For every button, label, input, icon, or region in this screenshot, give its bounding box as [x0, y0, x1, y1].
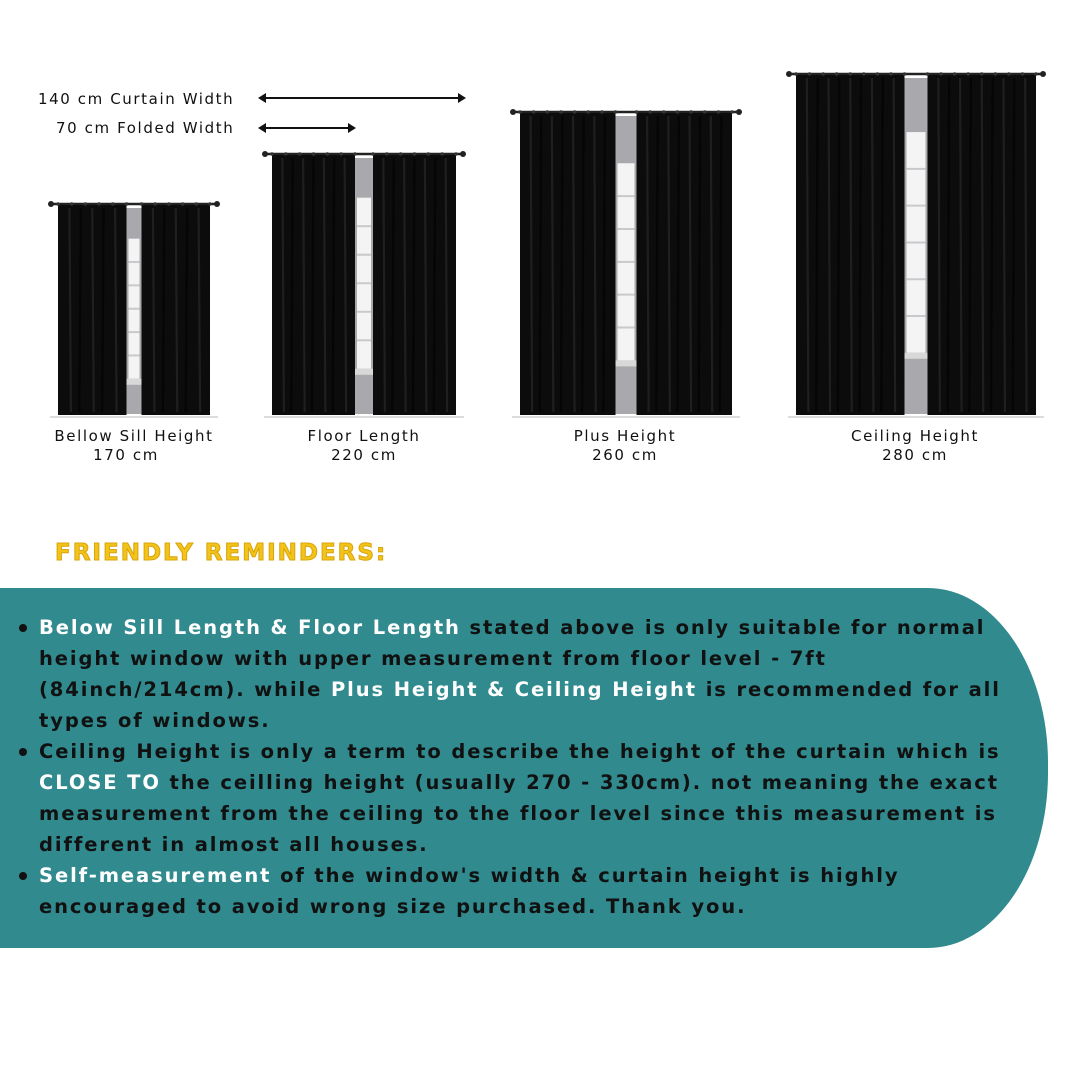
- folded-width-label: 70 cm Folded Width: [56, 119, 235, 137]
- curtain-panel-left: [794, 72, 906, 415]
- size-name: Floor Length: [307, 427, 421, 445]
- size-name: Bellow Sill Height: [54, 427, 214, 445]
- size-caption-plus-height: [535, 427, 715, 465]
- curtain-illustration-ceiling-height: [786, 68, 1046, 424]
- curtain-width-label: 140 cm Curtain Width: [38, 90, 235, 108]
- reminder-item: [16, 736, 1016, 860]
- size-caption-floor-length: [274, 427, 454, 465]
- size-name: Ceiling Height: [851, 427, 979, 445]
- reminder-item: [16, 612, 1016, 736]
- reminder-text: is recommended for all types of windows.: [39, 678, 1001, 732]
- reminder-highlight: Below Sill Length & Floor Length: [39, 616, 461, 639]
- bullet-icon: [19, 624, 27, 632]
- reminders-title: FRIENDLY REMINDERS:: [55, 540, 388, 566]
- curtain-panel-right: [635, 110, 734, 415]
- curtain-panel-left: [56, 202, 128, 415]
- bullet-icon: [19, 872, 27, 880]
- curtain-panel-left: [518, 110, 617, 415]
- size-length: 260 cm: [592, 446, 658, 464]
- reminder-highlight: Self-measurement: [39, 864, 272, 887]
- curtain-panel-right: [371, 152, 458, 415]
- curtain-illustration-below-sill: [48, 198, 220, 424]
- size-caption-below-sill: [44, 427, 224, 465]
- curtain-width-arrow: [258, 90, 468, 106]
- reminder-text: of the window's width & curtain height is highly encouraged to avoid wrong size purchased. Thank you.: [39, 864, 900, 918]
- reminder-highlight: Plus Height & Ceiling Height: [330, 678, 697, 701]
- size-name: Plus Height: [573, 427, 677, 445]
- reminders-list: [16, 612, 1016, 922]
- reminder-item: [16, 860, 1016, 922]
- curtain-panel-left: [270, 152, 357, 415]
- folded-width-arrow: [258, 120, 358, 136]
- curtain-panel-right: [926, 72, 1038, 415]
- size-length: 170 cm: [93, 446, 159, 464]
- reminder-text: stated above is only suitable for normal height window with upper measurement from floor level - 7ft (84inch/214cm). while: [39, 616, 986, 701]
- reminder-text: Ceiling Height is only a term to describe the height of the curtain which is: [39, 740, 1001, 763]
- reminder-highlight: CLOSE TO: [39, 771, 161, 794]
- curtain-illustration-plus-height: [510, 106, 742, 424]
- curtain-panel-right: [140, 202, 212, 415]
- size-length: 220 cm: [331, 446, 397, 464]
- curtain-illustration-floor-length: [262, 148, 466, 424]
- reminder-text: the ceilling height (usually 270 - 330cm). not meaning the exact measurement from the ceiling to the floor level since this measurement is different in almost all houses.: [39, 771, 999, 856]
- size-caption-ceiling-height: [815, 427, 1015, 465]
- bullet-icon: [19, 748, 27, 756]
- size-length: 280 cm: [882, 446, 948, 464]
